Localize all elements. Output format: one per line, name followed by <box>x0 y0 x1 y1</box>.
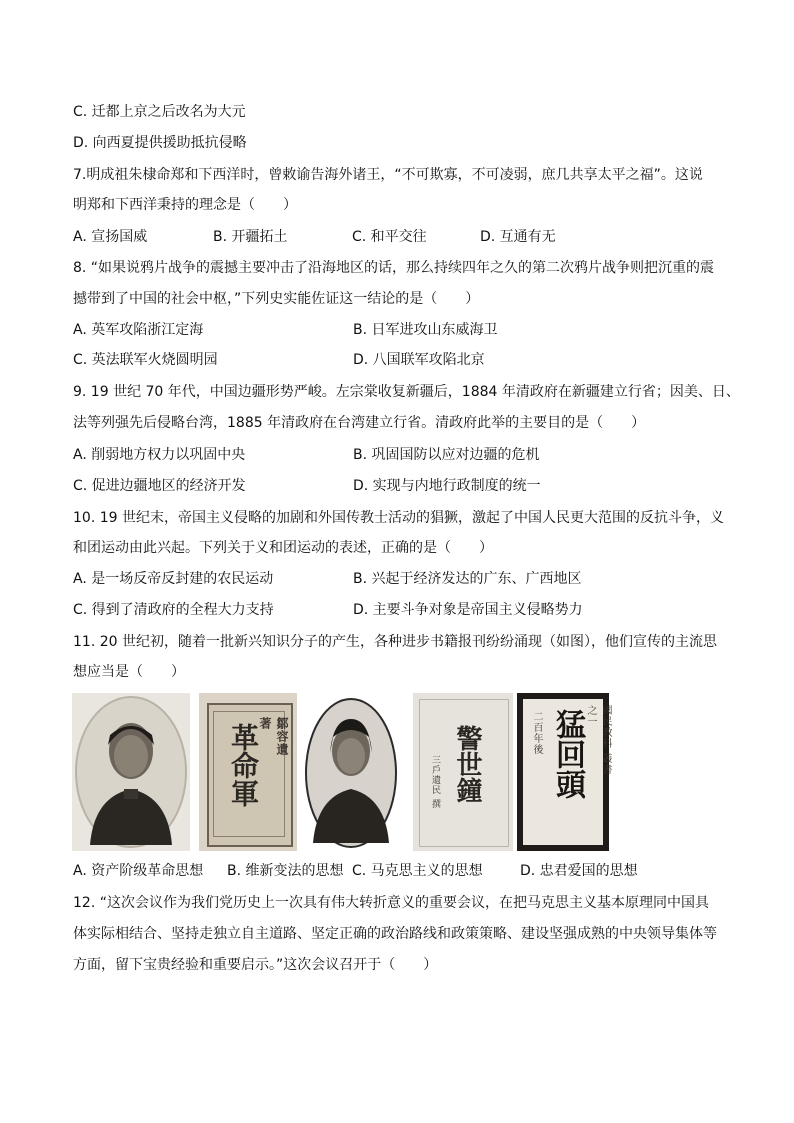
q8-option-b[interactable]: B. 日军进攻山东威海卫 <box>353 322 498 338</box>
question-7-stem-line-2: 明郑和下西洋秉持的理念是（ ） <box>73 197 297 213</box>
q10-option-b[interactable]: B. 兴起于经济发达的广东、广西地区 <box>353 571 582 587</box>
q11-option-a[interactable]: A. 资产阶级革命思想 <box>73 863 204 879</box>
question-9-stem-line-2: 法等列强先后侵略台湾，1885 年清政府在台湾建立行省。清政府此举的主要目的是（ ） <box>73 415 646 431</box>
q11-option-c[interactable]: C. 马克思主义的思想 <box>352 863 483 879</box>
book-cover-jing-shi-zhong <box>413 693 513 851</box>
q10-option-d[interactable]: D. 主要斗争对象是帝国主义侵略势力 <box>353 602 583 618</box>
q8-option-c[interactable]: C. 英法联军火烧圆明园 <box>73 352 218 368</box>
question-7-stem-line-1: 7.明成祖朱棣命郑和下西洋时，曾敕谕告海外诸王，“不可欺寡，不可凌弱，庶几共享太平之福”。这说 <box>73 167 703 183</box>
question-8-stem-line-2: 撼带到了中国的社会中枢，”下列史实能佐证这一结论的是（ ） <box>73 291 480 307</box>
question-12-stem-line-2: 体实际相结合、坚持走独立自主道路、坚定正确的政治路线和政策策略、建设坚强成熟的中央领导集体等 <box>73 926 717 942</box>
q10-option-a[interactable]: A. 是一场反帝反封建的农民运动 <box>73 571 274 587</box>
q9-option-c[interactable]: C. 促进边疆地区的经济开发 <box>73 478 246 494</box>
book-cover-ge-ming-jun <box>199 693 297 851</box>
question-11-stem-line-2: 想应当是（ ） <box>73 664 185 680</box>
question-12-stem-line-1: 12. “这次会议作为我们党历史上一次具有伟大转折意义的重要会议，在把马克思主义基本原理同中国具 <box>73 895 709 911</box>
q10-option-c[interactable]: C. 得到了清政府的全程大力支持 <box>73 602 274 618</box>
portrait-photo-zou-rong <box>72 693 190 851</box>
question-9-stem-line-1: 9. 19 世纪 70 年代，中国边疆形势严峻。左宗棠收复新疆后，1884 年清政府在新疆建立行省；因美、日、 <box>73 384 740 400</box>
question-11-stem-line-1: 11. 20 世纪初，随着一批新兴知识分子的产生，各种进步书籍报刊纷纷涌现（如图），他们宣传的主流思 <box>73 634 717 650</box>
q7-option-b[interactable]: B. 开疆拓土 <box>213 229 288 245</box>
question-12-stem-line-3: 方面，留下宝贵经验和重要启示。”这次会议召开于（ ） <box>73 957 438 973</box>
q7-option-c[interactable]: C. 和平交往 <box>352 229 427 245</box>
q8-option-a[interactable]: A. 英军攻陷浙江定海 <box>73 322 204 338</box>
q9-option-d[interactable]: D. 实现与内地行政制度的统一 <box>353 478 541 494</box>
q9-option-a[interactable]: A. 削弱地方权力以巩固中央 <box>73 447 246 463</box>
option-line-c-previous: C. 迁都上京之后改名为大元 <box>73 104 246 120</box>
book-2-title: 警世鐘 <box>452 725 482 803</box>
option-line-d-previous: D. 向西夏提供援助抵抗侵略 <box>73 135 247 151</box>
q11-option-b[interactable]: B. 维新变法的思想 <box>227 863 344 879</box>
book-2-author: 三戶遺民 撰 <box>430 755 440 809</box>
q7-option-a[interactable]: A. 宣扬国威 <box>73 229 148 245</box>
q9-option-b[interactable]: B. 巩固国防以应对边疆的危机 <box>353 447 540 463</box>
book-3-series: 國民教科 叢書之一 <box>585 705 611 776</box>
book-3-side-text: 二百年後 <box>531 711 542 755</box>
book-1-title: 革命軍 <box>227 723 260 807</box>
question-8-stem-line-1: 8. “如果说鸦片战争的震撼主要冲击了沿海地区的话，那么持续四年之久的第二次鸦片战争则把沉重的震 <box>73 260 715 276</box>
book-3-title: 猛回頭 <box>550 709 585 799</box>
question-10-stem-line-1: 10. 19 世纪末，帝国主义侵略的加剧和外国传教士活动的猖獗，激起了中国人民更大范围的反抗斗争，义 <box>73 510 724 526</box>
question-10-stem-line-2: 和团运动由此兴起。下列关于义和团运动的表述，正确的是（ ） <box>73 540 493 556</box>
book-cover-meng-hui-tou <box>517 693 609 851</box>
portrait-photo-chen-tianhua <box>303 693 399 851</box>
book-1-author: 鄒容遺著 <box>258 717 289 756</box>
q7-option-d[interactable]: D. 互通有无 <box>480 229 556 245</box>
q8-option-d[interactable]: D. 八国联军攻陷北京 <box>353 352 485 368</box>
q11-option-d[interactable]: D. 忠君爱国的思想 <box>520 863 638 879</box>
